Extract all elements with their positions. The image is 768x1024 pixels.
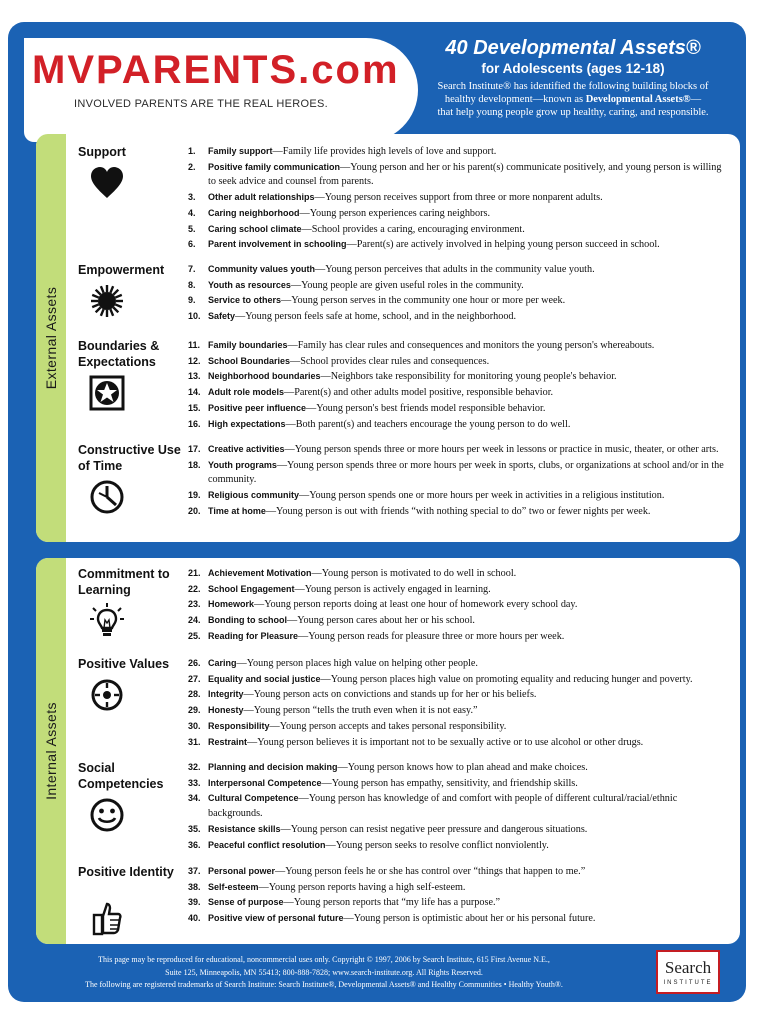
asset-list (188, 442, 730, 520)
asset-item: 40. Positive view of personal future—Young person is optimistic about her or his personal future. (188, 913, 596, 925)
asset-list (188, 262, 730, 325)
internal-assets-panel (36, 558, 740, 944)
lightbulb-icon (88, 602, 126, 640)
page-title: 40 Developmental Assets® (445, 37, 701, 59)
asset-item: 2. Positive family communication—Young person and her or his parent(s) communicate positively, and young person is willing to seek advice and counsel from parents. (188, 161, 722, 188)
asset-item: 30. Responsibility—Young person accepts and takes personal responsibility. (188, 720, 507, 732)
star-badge-icon (88, 374, 126, 412)
asset-sheet (8, 22, 746, 1002)
asset-item: 20. Time at home—Young person is out with friends “with nothing special to do” two or fewer nights per week. (188, 505, 651, 517)
asset-list (188, 566, 730, 645)
asset-item: 1. Family support—Family life provides high levels of love and support. (188, 146, 497, 157)
asset-item: 22. School Engagement—Young person is actively engaged in learning. (188, 583, 491, 595)
asset-item: 36. Peaceful conflict resolution—Young person seeks to resolve conflict nonviolently. (188, 839, 549, 851)
asset-item: 18. Youth programs—Young person spends three or more hours per week in sports, clubs, or organizations at school and/or in the community. (188, 459, 724, 486)
asset-item: 5. Caring school climate—School provides a caring, encouraging environment. (188, 223, 525, 235)
asset-item: 10. Safety—Young person feels safe at home, school, and in the neighborhood. (188, 311, 517, 323)
asset-item: 15. Positive peer influence—Young person's best friends model responsible behavior. (188, 402, 546, 414)
internal-assets-label: Internal Assets (36, 558, 66, 944)
asset-item: 12. School Boundaries—School provides clear rules and consequences. (188, 355, 490, 367)
asset-item: 24. Bonding to school—Young person cares about her or his school. (188, 615, 475, 627)
group-title: Constructive Use of Time (78, 443, 181, 473)
asset-list (188, 864, 730, 927)
asset-item: 19. Religious community—Young person spends one or more hours per week in activities in a religious institution. (188, 490, 665, 502)
asset-list (188, 656, 730, 750)
asset-item: 33. Interpersonal Competence—Young person has empathy, sensitivity, and friendship skills. (188, 777, 578, 789)
asset-item: 7. Community values youth—Young person perceives that adults in the community value youth. (188, 264, 595, 275)
clock-icon (88, 478, 126, 516)
header-description: Search Institute® has identified the following building blocks of healthy development—known as Developmental Assets®— that help young people grow up healthy, caring, and responsible. (437, 81, 709, 118)
sun-icon (88, 282, 126, 320)
asset-item: 26. Caring—Young person places high value on helping other people. (188, 658, 478, 669)
asset-item: 29. Honesty—Young person “tells the truth even when it is not easy.” (188, 705, 478, 717)
header-info (412, 36, 734, 119)
asset-item: 34. Cultural Competence—Young person has knowledge of and comfort with people of different cultural/racial/ethnic backgrounds. (188, 793, 678, 820)
page-subtitle: for Adolescents (ages 12-18) (481, 61, 665, 76)
asset-item: 28. Integrity—Young person acts on convictions and stands up for her or his beliefs. (188, 689, 537, 701)
copyright-footer: This page may be reproduced for educational, noncommercial uses only. Copyright © 1997, 2006 by Search Institute, 615 First Avenue N.E., Suite 125, Minneapolis, MN 55413; 800-888-7828; www.search-institute.org. All Rights Reserved. The following are registered trademarks of Search Institute: Search Institute®, Developmental Assets® and Healthy Communities • Healthy Youth®. (85, 955, 563, 989)
asset-list (188, 760, 730, 853)
mvparents-logo[interactable]: MVPARENTS.com (32, 48, 400, 92)
asset-item: 3. Other adult relationships—Young person receives support from three or more nonparent adults. (188, 192, 603, 204)
group-title: Boundaries & Expectations (78, 339, 160, 369)
group-title: Social Competencies (78, 761, 164, 791)
group-title: Commitment to Learning (78, 567, 170, 597)
asset-item: 6. Parent involvement in schooling—Parent(s) are actively involved in helping young person succeed in school. (188, 239, 660, 251)
asset-item: 32. Planning and decision making—Young person knows how to plan ahead and make choices. (188, 762, 588, 773)
asset-list (188, 338, 730, 432)
group-title: Positive Identity (78, 865, 174, 879)
smiley-icon (88, 796, 126, 834)
asset-item: 8. Youth as resources—Young people are given useful roles in the community. (188, 279, 524, 291)
external-assets-label: External Assets (36, 134, 66, 542)
asset-item: 9. Service to others—Young person serves in the community one hour or more per week. (188, 295, 566, 307)
asset-item: 17. Creative activities—Young person spends three or more hours per week in lessons or practice in music, theater, or other arts. (188, 444, 719, 455)
asset-list (188, 144, 730, 253)
asset-item: 11. Family boundaries—Family has clear rules and consequences and monitors the young person's whereabouts. (188, 340, 655, 351)
asset-item: 21. Achievement Motivation—Young person is motivated to do well in school. (188, 568, 517, 579)
group-title: Support (78, 145, 126, 159)
asset-item: 16. High expectations—Both parent(s) and teachers encourage the young person to do well. (188, 418, 571, 430)
asset-item: 38. Self-esteem—Young person reports having a high self-esteem. (188, 881, 466, 893)
asset-item: 35. Resistance skills—Young person can resist negative peer pressure and dangerous situations. (188, 823, 588, 835)
asset-item: 13. Neighborhood boundaries—Neighbors take responsibility for monitoring young people's behavior. (188, 371, 617, 383)
asset-item: 39. Sense of purpose—Young person reports that “my life has a purpose.” (188, 897, 501, 909)
heart-icon (88, 164, 126, 202)
asset-item: 37. Personal power—Young person feels he or she has control over “things that happen to me.” (188, 866, 586, 877)
asset-item: 4. Caring neighborhood—Young person experiences caring neighbors. (188, 207, 491, 219)
asset-item: 14. Adult role models—Parent(s) and other adults model positive, responsible behavior. (188, 387, 554, 399)
target-icon (88, 676, 126, 714)
thumbs-up-icon (88, 900, 126, 938)
external-assets-panel (36, 134, 740, 542)
asset-item: 25. Reading for Pleasure—Young person reads for pleasure three or more hours per week. (188, 630, 565, 642)
asset-item: 23. Homework—Young person reports doing at least one hour of homework every school day. (188, 599, 578, 611)
tagline: INVOLVED PARENTS ARE THE REAL HEROES. (74, 98, 328, 110)
asset-item: 27. Equality and social justice—Young person places high value on promoting equality and reducing hunger and poverty. (188, 673, 693, 685)
group-title: Positive Values (78, 657, 170, 671)
logo-banner (24, 38, 418, 142)
group-title: Empowerment (78, 263, 165, 277)
search-institute-logo[interactable]: Search INSTITUTE (656, 950, 720, 994)
asset-item: 31. Restraint—Young person believes it is important not to be sexually active or to use alcohol or other drugs. (188, 736, 644, 748)
